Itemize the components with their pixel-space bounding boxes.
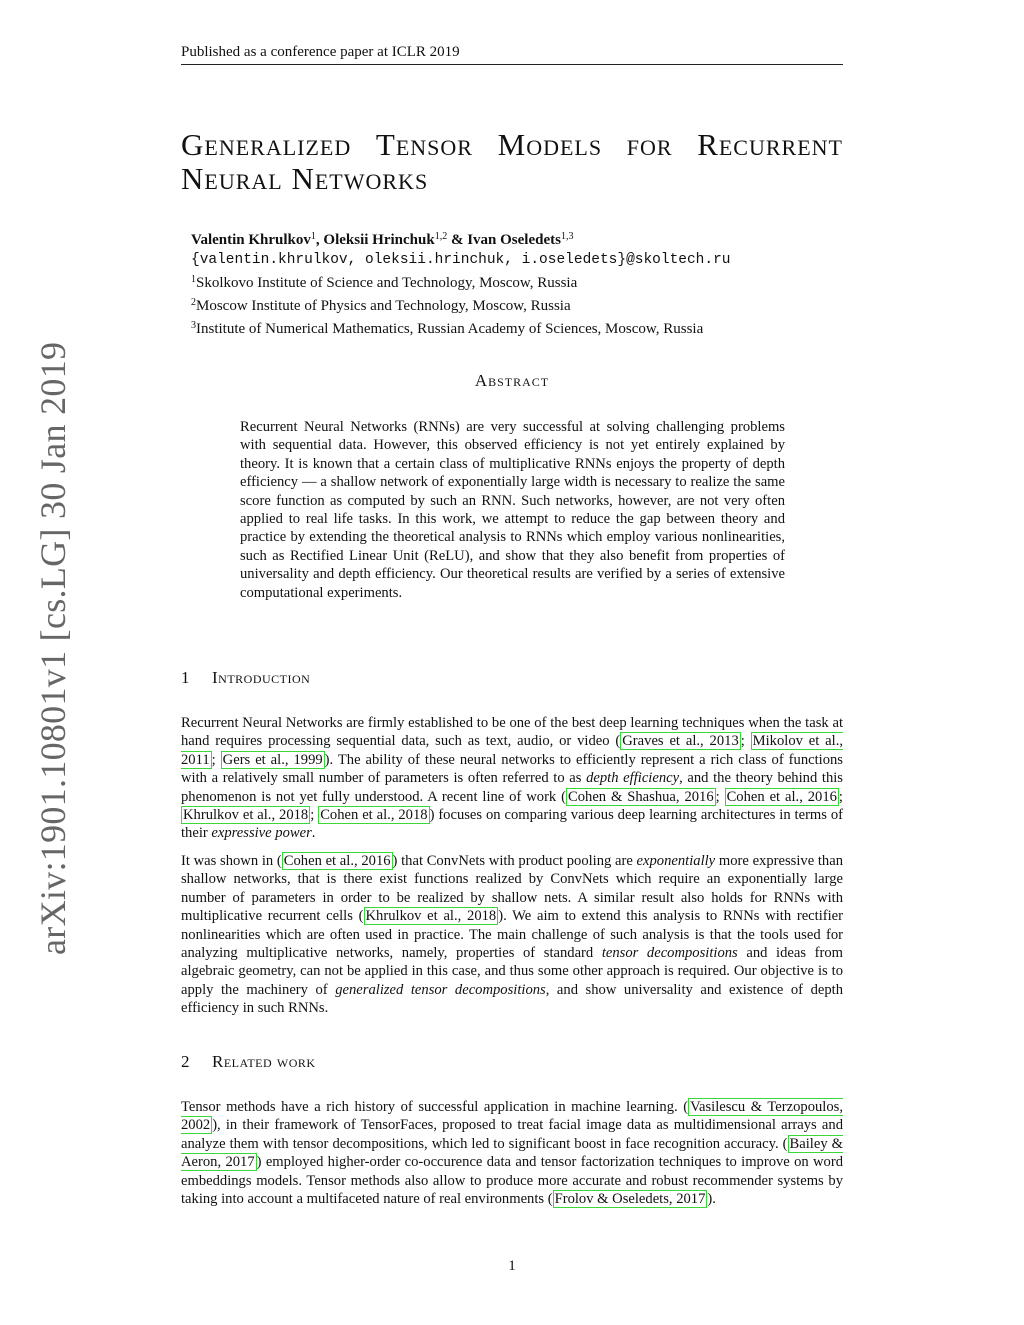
title-word-3: Models <box>497 127 603 162</box>
arxiv-identifier: arXiv:1901.10801v1 [cs.LG] 30 Jan 2019 <box>33 341 73 955</box>
citation-link[interactable]: Khrulkov et al., 2018 <box>365 908 497 925</box>
section-2-number: 2 <box>181 1052 190 1071</box>
author-names: Valentin Khrulkov$^1$, Oleksii Hrinchuk$^{1,2}$ & Ivan Oseledets$^{1,3}$ <box>191 231 574 248</box>
author-2-sup: 1,2 <box>434 231 448 242</box>
section-1-number: 1 <box>181 668 190 687</box>
citation-link[interactable]: Bailey & Aeron, 2017 <box>181 1135 843 1171</box>
author-3: Ivan Oseledets <box>467 232 561 248</box>
affiliation-2: $^2$Moscow Institute of Physics and Technology, Moscow, Russia <box>191 297 571 314</box>
intro-paragraph-2: It was shown in ( Cohen et al., 2016 ) that ConvNets with product pooling are exponentially more expressive than shallow networks, that is there exist functions realized by ConvNets which require an exponentially large number of parameters in order to be realized by shallow nets. A similar result also holds for RNNs with multiplicative recurrent cells ( Khrulkov et al., 2018 ). We aim to extend this analysis to RNNs with rectifier nonlinearities which are often used in practice. The main challenge of such analysis is that the tools used for analyzing multiplicative networks, namely, properties of standard tensor decompositions and ideas from algebraic geometry, can not be applied in this case, and thus some other approach is required. Our objective is to apply the machinery of generalized tensor decompositions, and show universality and existence of depth efficiency in such RNNs. <box>181 853 844 1017</box>
citation-link[interactable]: Cohen & Shashua, 2016 <box>568 788 714 805</box>
title-word-4: for <box>626 127 673 162</box>
citation-link[interactable]: Gers et al., 1999 <box>222 751 323 768</box>
abstract-heading: Abstract <box>474 371 550 390</box>
related-work-paragraph: Tensor methods have a rich history of successful application in machine learning. ( Vasilescu & Terzopoulos, 2002 ), in their framework of TensorFaces, proposed to treat facial image data as multidimensional arrays and analyze them with tensor decompositions, which led to significant boost in face recognition accuracy. ( Bailey & Aeron, 2017 ) employed higher-order co-occurence data and tensor factorization techniques to improve on word embeddings models. Tensor methods also allow to produce more accurate and robust recommender systems by taking into account a multifaceted nature of real environments ( Frolov & Oseledets, 2017 ). <box>181 1099 843 1208</box>
intro-paragraph-1: Recurrent Neural Networks are firmly established to be one of the best deep learning techniques when the task at hand requires processing sequential data, such as text, audio, or video ( Graves et al., 2013 ; Mikolov et al., 2011 ; Gers et al., 1999 ). The ability of these neural networks to efficiently represent a rich class of functions with a relatively small number of parameters is often referred to as depth efficiency, and the theory behind this phenomenon is not yet fully understood. A recent line of work ( Cohen & Shashua, 2016 ; Cohen et al., 2016 ; Khrulkov et al., 2018 ; Cohen et al., 2018 ) focuses on comparing various deep learning architectures in terms of their expressive power. <box>181 715 844 842</box>
author-3-sup: 1,3 <box>560 231 574 242</box>
abstract-text: Recurrent Neural Networks (RNNs) are very successful at solving challenging problems with sequential data. However, this observed efficiency is not yet entirely explained by theory. It is known that a certain class of multiplicative RNNs enjoys the property of depth efficiency — a shallow network of exponentially large width is necessary to realize the same score function as computed by such an RNN. Such networks, however, are not very often applied to real life tasks. In this work, we attempt to reduce the gap between theory and practice by extending the theoretical analysis to RNNs which employ various nonlinearities, such as Rectified Linear Unit (ReLU), and show that they also benefit from properties of universality and depth efficiency. Our theoretical results are verified by a series of extensive computational experiments. <box>240 419 785 601</box>
title-word-5: Recurrent <box>697 127 843 162</box>
page-number: 1 <box>508 1258 516 1274</box>
header-rule <box>181 64 843 65</box>
citation-link[interactable]: Vasilescu & Terzopoulos, 2002 <box>181 1099 843 1134</box>
affiliation-3: $^3$Institute of Numerical Mathematics, Russian Academy of Sciences, Moscow, Russia <box>191 320 704 337</box>
section-2-title: Related work <box>212 1052 316 1071</box>
citation-link[interactable]: Cohen et al., 2016 <box>726 788 837 805</box>
paper-title <box>181 128 843 196</box>
author-emails: {valentin.khrulkov, oleksii.hrinchuk, i.oseledets}@skoltech.ru <box>191 252 731 268</box>
section-1-title: Introduction <box>212 668 311 687</box>
citation-link[interactable]: Graves et al., 2013 <box>622 733 739 750</box>
citation-link[interactable]: Cohen et al., 2016 <box>283 853 391 869</box>
citation-link[interactable]: Cohen et al., 2018 <box>320 807 428 824</box>
affiliation-1: $^1$Skolkovo Institute of Science and Technology, Moscow, Russia <box>191 274 578 291</box>
citation-link[interactable]: Khrulkov et al., 2018 <box>183 807 309 824</box>
citation-link[interactable]: Frolov & Oseledets, 2017 <box>554 1191 706 1208</box>
author-block <box>191 227 731 339</box>
author-2: Oleksii Hrinchuk <box>323 232 435 248</box>
citation-link[interactable]: Mikolov et al., 2011 <box>181 733 844 768</box>
title-word-1: Generalized <box>181 127 352 162</box>
title-word-2: Tensor <box>375 127 473 162</box>
author-1: Valentin Khrulkov <box>191 232 311 248</box>
running-header: Published as a conference paper at ICLR 2019 <box>181 44 460 60</box>
title-line-2: Neural Networks <box>181 161 429 196</box>
section-1-heading <box>181 668 310 688</box>
author-1-sup: 1 <box>310 231 316 242</box>
section-2-heading <box>181 1052 316 1072</box>
